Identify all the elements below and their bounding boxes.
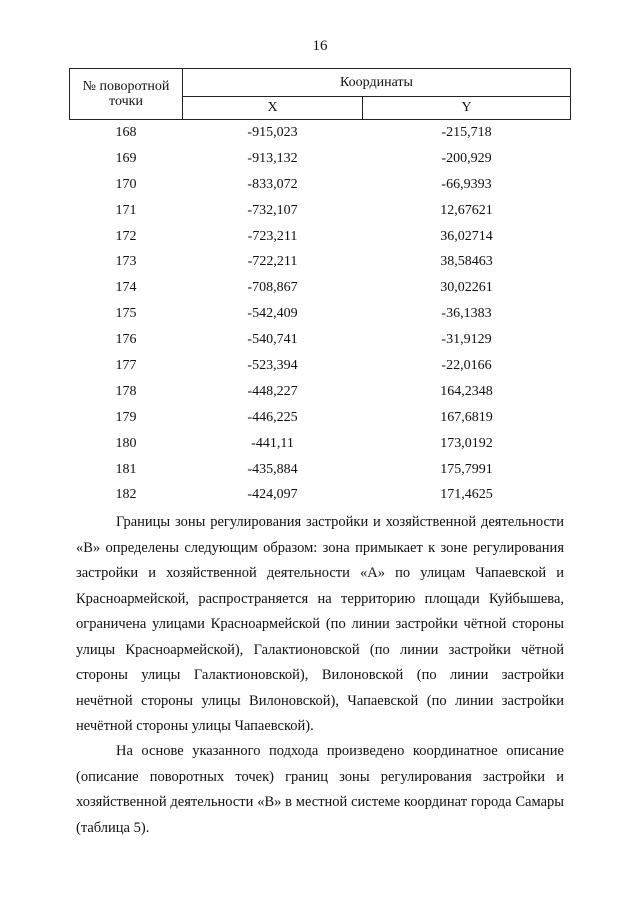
- x-coordinate-cell: -915,023: [247, 124, 298, 140]
- table-row: [70, 275, 571, 301]
- y-coordinate-cell: 30,02261: [440, 280, 493, 296]
- point-number-cell: 171: [115, 202, 137, 218]
- paragraph-coordinate-description: На основе указанного подхода произведено координатное описание (описание поворотных точек) границ зоны регулирования застройки и хозяйственной деятельности «В» в местной системе координат города Самары (таблица 5).: [76, 743, 564, 836]
- table-body: [70, 120, 571, 509]
- x-column-header: X: [183, 96, 363, 119]
- x-coordinate-cell: -446,225: [247, 409, 298, 425]
- table-row: [70, 327, 571, 353]
- y-coordinate-cell: 12,67621: [440, 202, 493, 218]
- point-number-cell: 181: [115, 461, 137, 477]
- coordinates-table: [69, 68, 571, 508]
- x-coordinate-cell: -441,11: [251, 435, 294, 451]
- point-number-cell: 173: [115, 254, 137, 270]
- y-coordinate-cell: 173,0192: [440, 435, 493, 451]
- point-number-cell: 180: [115, 435, 137, 451]
- paragraph-zone-boundaries: Границы зоны регулирования застройки и хозяйственной деятельности «В» определены следующим образом: зона примыкает к зоне регулирования застройки и хозяйственной деятельности «А» по улицам Чапаевской и Красноармейской, распространяется на территорию площади Куйбышева, ограничена улицами Красноармейской (по линии застройки чётной стороны улицы Красноармейской), Галактионовской (по линии застройки чётной стороны улицы Галактионовской), Вилоновской (по линии застройки нечётной стороны улицы Вилоновской), Чапаевской (по линии застройки нечётной стороны улицы Чапаевской).: [76, 514, 564, 734]
- point-number-cell: 179: [115, 409, 137, 425]
- x-coordinate-cell: -523,394: [247, 357, 298, 373]
- table-row: [70, 224, 571, 250]
- table-row: [70, 198, 571, 224]
- table-row: [70, 405, 571, 431]
- x-coordinate-cell: -708,867: [247, 280, 298, 296]
- table-row: [70, 146, 571, 172]
- table-row: [70, 379, 571, 405]
- x-coordinate-cell: -448,227: [247, 383, 298, 399]
- page-number: 16: [312, 38, 328, 54]
- table-row: [70, 482, 571, 508]
- table-row: [70, 431, 571, 457]
- x-coordinate-cell: -723,211: [247, 228, 298, 244]
- table-row: [70, 301, 571, 327]
- x-coordinate-cell: -732,107: [247, 202, 298, 218]
- table-header: [70, 69, 571, 120]
- y-coordinate-cell: -200,929: [441, 150, 492, 166]
- point-number-cell: 174: [115, 280, 137, 296]
- x-coordinate-cell: -540,741: [247, 332, 298, 348]
- y-coordinate-cell: 38,58463: [440, 254, 493, 270]
- x-coordinate-cell: -913,132: [247, 150, 298, 166]
- y-coordinate-cell: -215,718: [441, 124, 492, 140]
- point-number-cell: 178: [115, 383, 137, 399]
- y-coordinate-cell: 36,02714: [440, 228, 493, 244]
- x-coordinate-cell: -542,409: [247, 306, 298, 322]
- table-row: [70, 457, 571, 483]
- point-number-cell: 177: [115, 357, 137, 373]
- point-number-cell: 170: [115, 176, 137, 192]
- x-coordinate-cell: -424,097: [247, 487, 298, 503]
- table-row: [70, 353, 571, 379]
- point-number-cell: 169: [115, 150, 137, 166]
- y-coordinate-cell: -31,9129: [441, 332, 492, 348]
- y-coordinate-cell: -36,1383: [441, 306, 492, 322]
- x-coordinate-cell: -722,211: [247, 254, 298, 270]
- y-coordinate-cell: -66,9393: [441, 176, 492, 192]
- y-coordinate-cell: 175,7991: [440, 461, 493, 477]
- y-coordinate-cell: 164,2348: [440, 383, 493, 399]
- point-number-cell: 176: [115, 332, 137, 348]
- table-row: [70, 120, 571, 146]
- point-number-cell: 175: [115, 306, 137, 322]
- point-number-cell: 172: [115, 228, 137, 244]
- coordinates-header: Координаты: [183, 69, 571, 97]
- table-row: [70, 172, 571, 198]
- y-column-header: Y: [363, 96, 571, 119]
- table-row: [70, 249, 571, 275]
- x-coordinate-cell: -435,884: [247, 461, 298, 477]
- point-number-cell: 182: [115, 487, 137, 503]
- point-number-cell: 168: [115, 124, 137, 140]
- turning-point-number-header: № поворотной точки: [70, 69, 183, 120]
- x-coordinate-cell: -833,072: [247, 176, 298, 192]
- y-coordinate-cell: 167,6819: [440, 409, 493, 425]
- y-coordinate-cell: 171,4625: [440, 487, 493, 503]
- y-coordinate-cell: -22,0166: [441, 357, 492, 373]
